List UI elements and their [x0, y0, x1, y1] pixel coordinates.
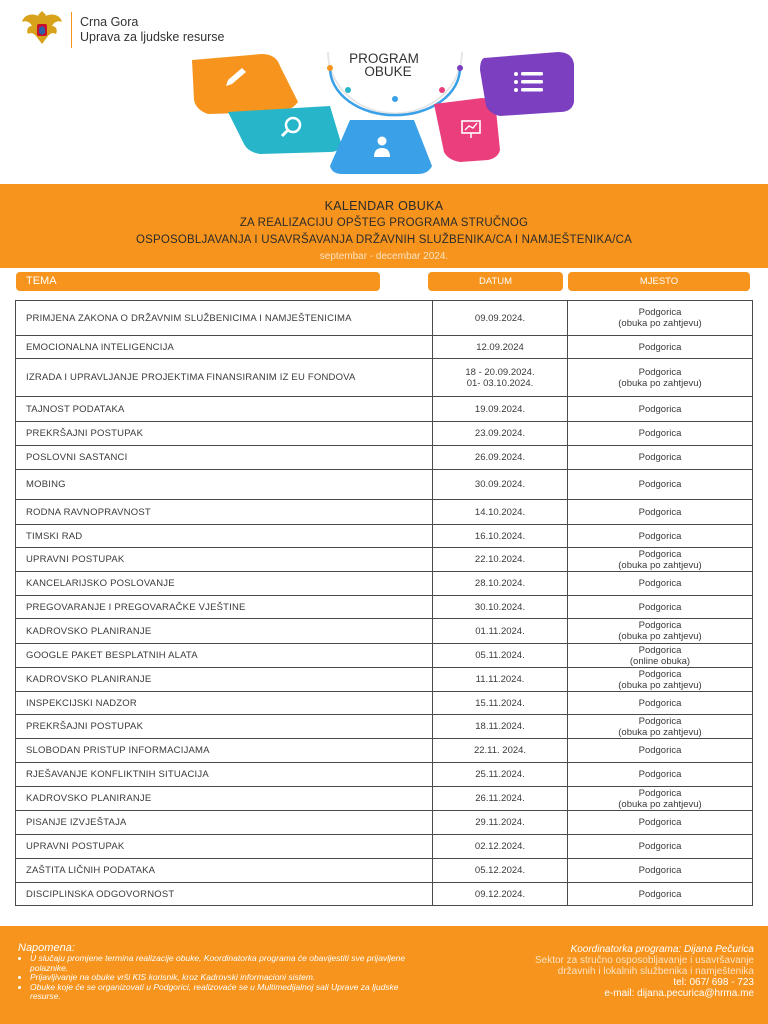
- row-datum: 18 - 20.09.2024. 01- 03.10.2024.: [433, 359, 568, 397]
- row-mjesto: Podgorica (online obuka): [568, 644, 753, 668]
- row-tema: TIMSKI RAD: [16, 525, 433, 548]
- note-item: • Obuke koje će se organizovati u Podgorici, realizovaće se u Multimedijalnoj sali Uprave za ljudske resurse.: [30, 983, 420, 1002]
- row-tema: UPRAVNI POSTUPAK: [16, 835, 433, 859]
- row-tema: DISCIPLINSKA ODGOVORNOST: [16, 883, 433, 906]
- row-datum: 05.11.2024.: [433, 644, 568, 668]
- row-datum: 22.11. 2024.: [433, 739, 568, 763]
- table-row: [16, 397, 753, 422]
- row-mjesto: Podgorica (obuka po zahtjevu): [568, 301, 753, 336]
- table-row: [16, 763, 753, 787]
- row-mjesto: Podgorica (obuka po zahtjevu): [568, 619, 753, 644]
- row-datum: 15.11.2024.: [433, 692, 568, 715]
- note-list: [18, 954, 420, 1002]
- row-datum: 01.11.2024.: [433, 619, 568, 644]
- row-mjesto: Podgorica: [568, 692, 753, 715]
- table-row: [16, 715, 753, 739]
- note-item: • Prijavljivanje na obuke vrši KIS korisnik, kroz Kadrovski informacioni sistem.: [30, 973, 420, 983]
- row-mjesto: Podgorica (obuka po zahtjevu): [568, 715, 753, 739]
- search-icon: [228, 106, 342, 154]
- row-datum: 26.09.2024.: [433, 446, 568, 470]
- row-tema: KANCELARIJSKO POSLOVANJE: [16, 572, 433, 596]
- row-mjesto: Podgorica: [568, 859, 753, 883]
- table-row: [16, 500, 753, 525]
- row-tema: PRIMJENA ZAKONA O DRŽAVNIM SLUŽBENICIMA I NAMJEŠTENICIMA: [16, 301, 433, 336]
- row-tema: ZAŠTITA LIČNIH PODATAKA: [16, 859, 433, 883]
- row-tema: KADROVSKO PLANIRANJE: [16, 787, 433, 811]
- row-datum: 23.09.2024.: [433, 422, 568, 446]
- row-tema: IZRADA I UPRAVLJANJE PROJEKTIMA FINANSIRANIM IZ EU FONDOVA: [16, 359, 433, 397]
- row-tema: SLOBODAN PRISTUP INFORMACIJAMA: [16, 739, 433, 763]
- row-datum: 14.10.2024.: [433, 500, 568, 525]
- calendar-period: septembar - decembar 2024.: [319, 251, 449, 262]
- table-row: [16, 548, 753, 572]
- column-header-mjesto: MJESTO: [568, 272, 750, 291]
- table-row: [16, 446, 753, 470]
- row-mjesto: Podgorica (obuka po zahtjevu): [568, 548, 753, 572]
- row-datum: 09.09.2024.: [433, 301, 568, 336]
- program-graphic: [180, 40, 580, 180]
- row-mjesto: Podgorica: [568, 883, 753, 906]
- row-datum: 09.12.2024.: [433, 883, 568, 906]
- row-tema: GOOGLE PAKET BESPLATNIH ALATA: [16, 644, 433, 668]
- calendar-subtitle-1: ZA REALIZACIJU OPŠTEG PROGRAMA STRUČNOG: [239, 217, 529, 229]
- table-row: [16, 883, 753, 906]
- row-mjesto: Podgorica (obuka po zahtjevu): [568, 359, 753, 397]
- row-mjesto: Podgorica: [568, 763, 753, 787]
- table-row: [16, 644, 753, 668]
- row-datum: 29.11.2024.: [433, 811, 568, 835]
- person-icon: [330, 120, 432, 174]
- row-mjesto: Podgorica: [568, 446, 753, 470]
- calendar-title: KALENDAR OBUKA: [324, 199, 444, 213]
- pencil-icon: [192, 54, 298, 114]
- row-mjesto: Podgorica: [568, 811, 753, 835]
- row-datum: 05.12.2024.: [433, 859, 568, 883]
- org-line-1: Crna Gora: [80, 15, 139, 29]
- row-tema: UPRAVNI POSTUPAK: [16, 548, 433, 572]
- sector-line-2: državnih i lokalnih službenika i namještenika: [557, 966, 754, 977]
- row-tema: INSPEKCIJSKI NADZOR: [16, 692, 433, 715]
- sector-line-1: Sektor za stručno osposobljavanje i usavršavanje: [534, 955, 754, 966]
- row-mjesto: Podgorica: [568, 739, 753, 763]
- header-separator: [71, 12, 72, 48]
- column-header-tema: TEMA: [16, 272, 380, 291]
- row-tema: MOBING: [16, 470, 433, 500]
- row-mjesto: Podgorica: [568, 835, 753, 859]
- org-line-2: Uprava za ljudske resurse: [80, 30, 225, 44]
- row-datum: 11.11.2024.: [433, 668, 568, 692]
- row-tema: PREKRŠAJNI POSTUPAK: [16, 422, 433, 446]
- row-mjesto: Podgorica (obuka po zahtjevu): [568, 668, 753, 692]
- table-row: [16, 811, 753, 835]
- row-mjesto: Podgorica: [568, 397, 753, 422]
- row-datum: 02.12.2024.: [433, 835, 568, 859]
- row-tema: EMOCIONALNA INTELIGENCIJA: [16, 336, 433, 359]
- column-header-datum: DATUM: [428, 272, 563, 291]
- table-row: [16, 835, 753, 859]
- contact-email[interactable]: e-mail: dijana.pecurica@hrma.me: [604, 988, 754, 999]
- table-row: [16, 422, 753, 446]
- row-mjesto: Podgorica: [568, 470, 753, 500]
- row-datum: 28.10.2024.: [433, 572, 568, 596]
- row-datum: 18.11.2024.: [433, 715, 568, 739]
- table-row: [16, 572, 753, 596]
- table-row: [16, 859, 753, 883]
- row-tema: PREKRŠAJNI POSTUPAK: [16, 715, 433, 739]
- hero-title-line2: OBUKE: [364, 64, 412, 79]
- row-tema: RODNA RAVNOPRAVNOST: [16, 500, 433, 525]
- row-mjesto: Podgorica: [568, 525, 753, 548]
- table-row: [16, 619, 753, 644]
- row-datum: 16.10.2024.: [433, 525, 568, 548]
- row-datum: 25.11.2024.: [433, 763, 568, 787]
- calendar-subtitle-2: OSPOSOBLJAVANJA I USAVRŠAVANJA DRŽAVNIH SLUŽBENIKA/CA I NAMJEŠTENIKA/CA: [135, 234, 633, 246]
- row-datum: 19.09.2024.: [433, 397, 568, 422]
- table-row: [16, 301, 753, 336]
- note-title: Napomena:: [18, 942, 75, 954]
- row-mjesto: Podgorica: [568, 596, 753, 619]
- row-datum: 30.09.2024.: [433, 470, 568, 500]
- row-tema: POSLOVNI SASTANCI: [16, 446, 433, 470]
- table-row: [16, 692, 753, 715]
- list-icon: [480, 52, 574, 116]
- hero-title-line1: PROGRAM: [349, 51, 419, 66]
- coat-of-arms-icon: [20, 10, 64, 50]
- contact-phone: tel: 067/ 698 - 723: [673, 977, 754, 988]
- table-row: [16, 470, 753, 500]
- row-mjesto: Podgorica: [568, 572, 753, 596]
- row-tema: RJEŠAVANJE KONFLIKTNIH SITUACIJA: [16, 763, 433, 787]
- row-datum: 22.10.2024.: [433, 548, 568, 572]
- row-tema: TAJNOST PODATAKA: [16, 397, 433, 422]
- row-datum: 30.10.2024.: [433, 596, 568, 619]
- table-row: [16, 336, 753, 359]
- title-banner: [0, 184, 768, 268]
- row-tema: KADROVSKO PLANIRANJE: [16, 619, 433, 644]
- training-calendar-table: [15, 300, 753, 906]
- row-mjesto: Podgorica (obuka po zahtjevu): [568, 787, 753, 811]
- table-row: [16, 668, 753, 692]
- table-row: [16, 525, 753, 548]
- contact-block: [535, 944, 754, 999]
- table-row: [16, 739, 753, 763]
- table-row: [16, 787, 753, 811]
- coordinator-name: Koordinatorka programa: Dijana Pečurica: [570, 944, 754, 955]
- table-row: [16, 359, 753, 397]
- footer: [0, 926, 768, 1024]
- note-item: • U slučaju promjene termina realizacije obuke, Koordinatorka programa će obavijestiti sve prijavljene polaznike.: [30, 954, 420, 973]
- row-mjesto: Podgorica: [568, 422, 753, 446]
- row-mjesto: Podgorica: [568, 500, 753, 525]
- row-datum: 12.09.2024: [433, 336, 568, 359]
- row-mjesto: Podgorica: [568, 336, 753, 359]
- row-datum: 26.11.2024.: [433, 787, 568, 811]
- table-row: [16, 596, 753, 619]
- row-tema: PISANJE IZVJEŠTAJA: [16, 811, 433, 835]
- row-tema: PREGOVARANJE I PREGOVARAČKE VJEŠTINE: [16, 596, 433, 619]
- row-tema: KADROVSKO PLANIRANJE: [16, 668, 433, 692]
